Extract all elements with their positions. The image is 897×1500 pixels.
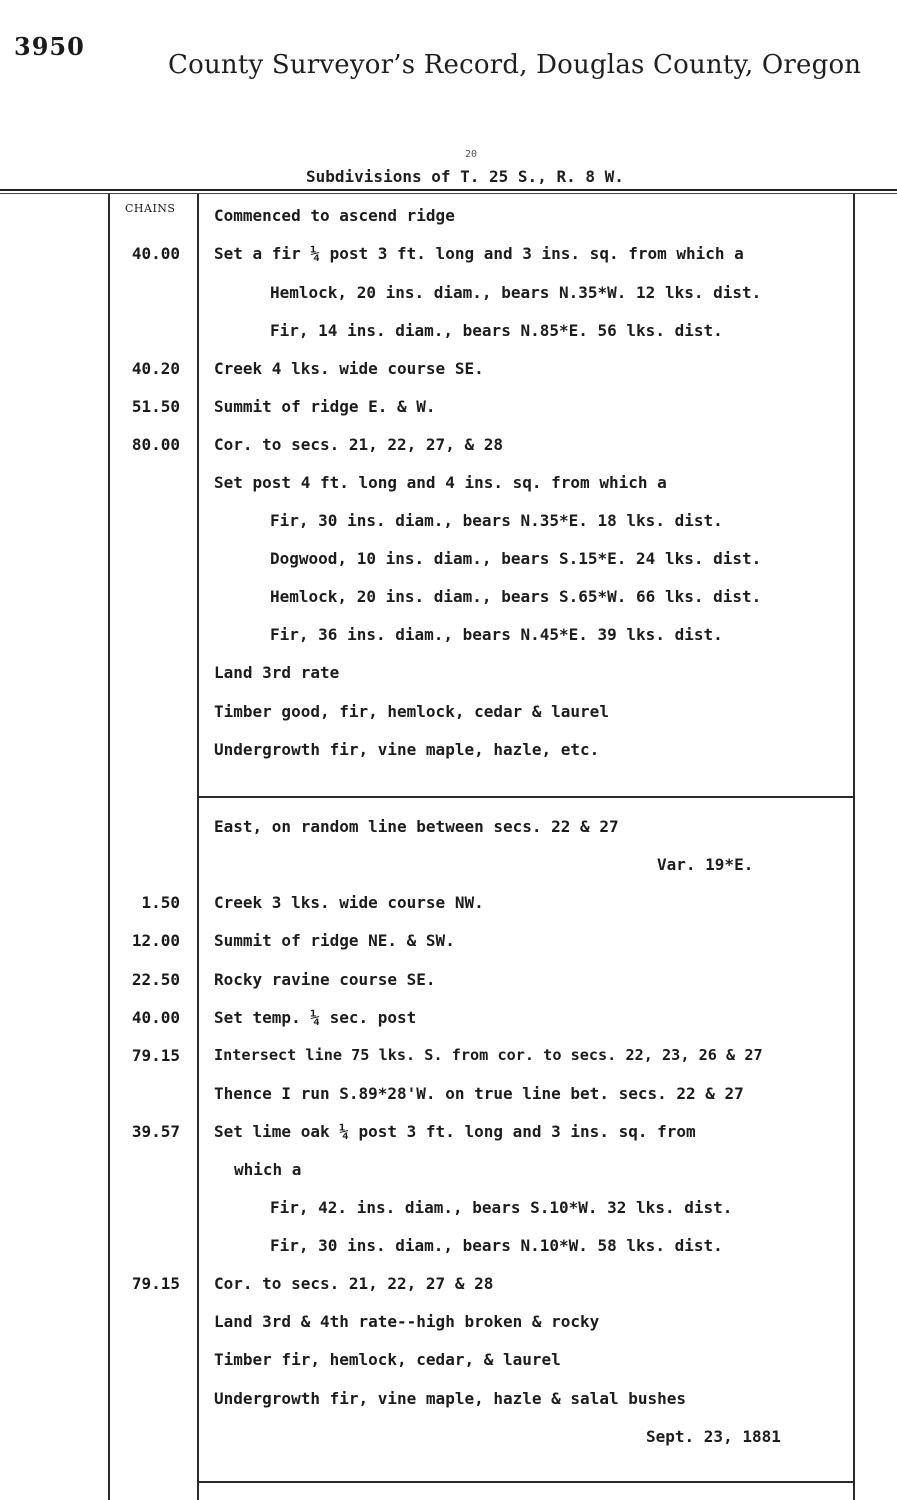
record-row: [0, 359, 897, 389]
record-text: Fir, 42. ins. diam., bears S.10*W. 32 lks. dist.: [270, 1198, 733, 1217]
record-text: Fir, 30 ins. diam., bears N.35*E. 18 lks. dist.: [270, 511, 723, 530]
record-text: Dogwood, 10 ins. diam., bears S.15*E. 24 lks. dist.: [270, 549, 762, 568]
record-text: Set lime oak ¼ post 3 ft. long and 3 ins. sq. from: [214, 1122, 696, 1141]
record-row: [0, 740, 897, 770]
magnetic-variation: Var. 19*E.: [657, 855, 754, 874]
record-row: [0, 435, 897, 465]
record-text: Fir, 36 ins. diam., bears N.45*E. 39 lks. dist.: [270, 625, 723, 644]
record-text: Set a fir ¼ post 3 ft. long and 3 ins. sq. from which a: [214, 244, 744, 263]
chain-value: 12.00: [131, 931, 180, 950]
chain-value: 51.50: [131, 397, 180, 416]
record-text: Intersect line 75 lks. S. from cor. to secs. 22, 23, 26 & 27: [214, 1046, 763, 1064]
page-number: 3950: [14, 32, 85, 61]
record-date: Sept. 23, 1881: [646, 1427, 781, 1446]
record-text: Hemlock, 20 ins. diam., bears S.65*W. 66 lks. dist.: [270, 587, 762, 606]
record-row: [0, 1274, 897, 1304]
sheet-number: 20: [465, 149, 478, 160]
chains-column-header: CHAINS: [125, 202, 176, 215]
record-row: [0, 1046, 897, 1076]
record-text: Thence I run S.89*28'W. on true line bet. secs. 22 & 27: [214, 1084, 744, 1103]
record-row: [0, 817, 897, 847]
record-text: Summit of ridge E. & W.: [214, 397, 436, 416]
record-text: Cor. to secs. 21, 22, 27, & 28: [214, 435, 503, 454]
record-row: [0, 473, 897, 503]
header-rule: [0, 189, 897, 191]
record-row: [0, 702, 897, 732]
record-text: East, on random line between secs. 22 & 27: [214, 817, 619, 836]
left-margin-line: [108, 194, 110, 1500]
chain-value: 40.00: [131, 1008, 180, 1027]
record-row: [0, 206, 897, 236]
record-text: Fir, 14 ins. diam., bears N.85*E. 56 lks. dist.: [270, 321, 723, 340]
record-text: Undergrowth fir, vine maple, hazle, etc.: [214, 740, 600, 759]
record-text: Commenced to ascend ridge: [214, 206, 455, 225]
record-row: [0, 855, 897, 885]
record-text: Fir, 30 ins. diam., bears N.10*W. 58 lks. dist.: [270, 1236, 723, 1255]
record-text: Timber good, fir, hemlock, cedar & laurel: [214, 702, 609, 721]
record-text: Hemlock, 20 ins. diam., bears N.35*W. 12 lks. dist.: [270, 283, 762, 302]
record-text: Land 3rd & 4th rate--high broken & rocky: [214, 1312, 600, 1331]
record-row: [0, 1312, 897, 1342]
chain-value: 22.50: [131, 970, 180, 989]
record-text: Timber fir, hemlock, cedar, & laurel: [214, 1350, 561, 1369]
record-row: [0, 283, 897, 313]
record-row: [0, 931, 897, 961]
record-row: [0, 893, 897, 923]
chains-column-line: [197, 194, 199, 1500]
record-row: [0, 321, 897, 351]
record-row: [0, 587, 897, 617]
record-row: [0, 663, 897, 693]
record-row: [0, 1160, 897, 1190]
record-row: [0, 970, 897, 1000]
record-text: Set temp. ¼ sec. post: [214, 1008, 417, 1027]
record-row: [0, 1236, 897, 1266]
chain-value: 80.00: [131, 435, 180, 454]
record-text: Land 3rd rate: [214, 663, 340, 682]
chain-value: 79.15: [131, 1274, 180, 1293]
record-text: Set post 4 ft. long and 4 ins. sq. from which a: [214, 473, 667, 492]
section-heading: Subdivisions of T. 25 S., R. 8 W.: [306, 167, 624, 186]
record-row: [0, 511, 897, 541]
right-margin-line: [853, 194, 855, 1500]
header-rule-thin: [0, 193, 897, 194]
chain-value: 40.20: [131, 359, 180, 378]
chain-value: 40.00: [131, 244, 180, 263]
book-title: County Surveyor’s Record, Douglas County, Oregon: [168, 50, 862, 80]
record-text: Summit of ridge NE. & SW.: [214, 931, 455, 950]
record-text: which a: [234, 1160, 302, 1179]
record-row: [0, 1084, 897, 1114]
record-text: Undergrowth fir, vine maple, hazle & salal bushes: [214, 1389, 687, 1408]
chain-value: 39.57: [131, 1122, 180, 1141]
section-divider: [198, 1481, 853, 1483]
record-row: [0, 1389, 897, 1419]
record-text: Creek 4 lks. wide course SE.: [214, 359, 484, 378]
record-row: [0, 1008, 897, 1038]
record-text: Creek 3 lks. wide course NW.: [214, 893, 484, 912]
record-row: [0, 1350, 897, 1380]
record-row: [0, 244, 897, 274]
record-text: Rocky ravine course SE.: [214, 970, 436, 989]
chain-value: 1.50: [141, 893, 180, 912]
record-row: [0, 549, 897, 579]
record-row: [0, 625, 897, 655]
record-row: [0, 1427, 897, 1457]
record-text: Cor. to secs. 21, 22, 27 & 28: [214, 1274, 494, 1293]
record-row: [0, 1198, 897, 1228]
record-row: [0, 397, 897, 427]
chain-value: 79.15: [131, 1046, 180, 1065]
record-row: [0, 1122, 897, 1152]
section-divider: [198, 796, 853, 798]
